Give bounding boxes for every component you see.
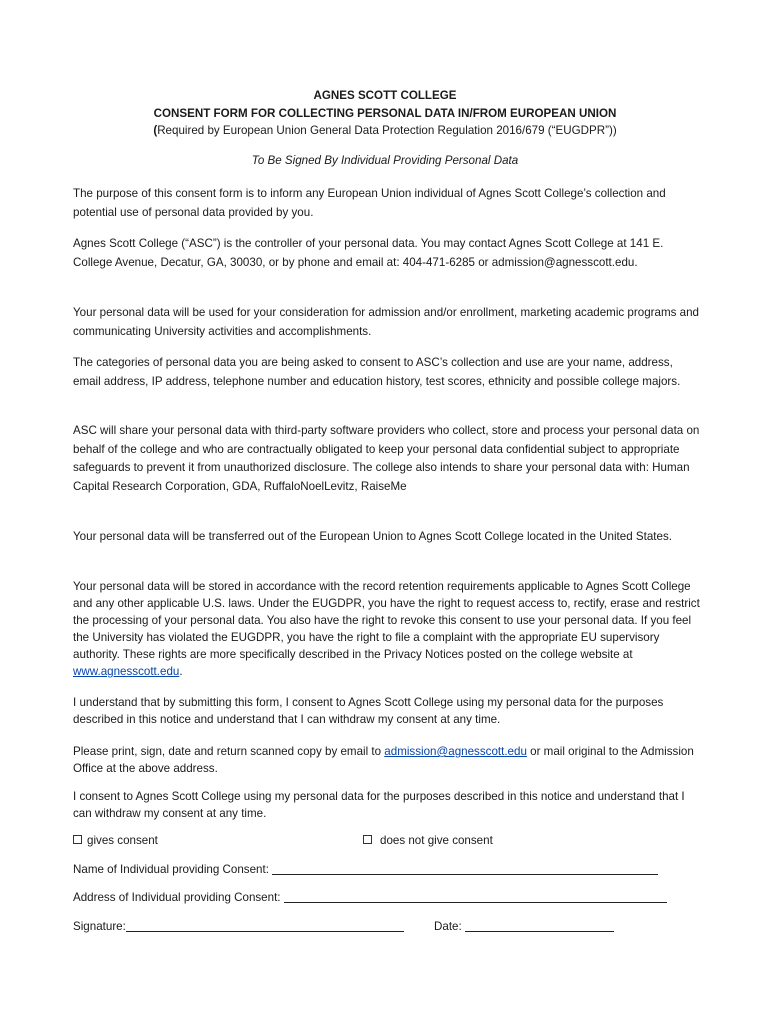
regulation-open-paren: ( xyxy=(153,124,158,137)
signature-field-row xyxy=(73,919,404,935)
date-label: Date: xyxy=(434,920,465,933)
name-line[interactable] xyxy=(272,863,658,875)
controller-paragraph: Agnes Scott College (“ASC”) is the controller of your personal data. You may contact Agnes Scott College at 141 E. College Avenue, Decatur, GA, 30030, or by phone and email at: 404-471-6285 or admission@agnesscott.edu. xyxy=(73,237,664,269)
usage-paragraph: Your personal data will be used for your consideration for admission and/or enrollment, marketing academic programs and communicating University activities and accomplishments. xyxy=(73,306,699,338)
understand-paragraph: I understand that by submitting this form, I consent to Agnes Scott College using my personal data for the purposes described in this notice and understand that I can withdraw my consent at any time. xyxy=(73,696,664,726)
name-field-row xyxy=(73,862,658,878)
email-link[interactable]: admission@agnesscott.edu xyxy=(384,745,527,758)
return-text: Please print, sign, date and return scanned copy by email to xyxy=(73,745,385,758)
address-field-row xyxy=(73,890,667,906)
gives-consent-label: gives consent xyxy=(87,834,158,847)
regulation-text: Required by European Union General Data Protection Regulation 2016/679 (“EUGDPR”)) xyxy=(157,124,617,137)
website-link[interactable]: www.agnesscott.edu xyxy=(73,665,180,678)
gives-consent-option[interactable] xyxy=(73,833,158,849)
return-text-2: or mail original to the Admission Office at the above address. xyxy=(73,745,694,775)
address-line[interactable] xyxy=(284,891,667,903)
regulation-note xyxy=(0,122,770,140)
third-party-paragraph: ASC will share your personal data with third-party software providers who collect, store and process your personal data on behalf of the college and who are contractually obligated to keep your personal data confidential subject to appropriate safeguards to prevent it from unauthorized disclosure. The college also intends to share your personal data with: Human Capital Research Corporation, GDA, RuffaloNoelLevitz, RaiseMe xyxy=(73,424,700,493)
retention-text: Your personal data will be stored in accordance with the record retention requirements applicable to Agnes Scott College and any other applicable U.S. laws. Under the EUGDPR, you have the right to request access to, rectify, erase and restrict the processing of your personal data. You also have the right to revoke this consent to use your personal data. If you feel the University has violated the EUGDPR, you have the right to file a complaint with the appropriate EU supervisory authority. These rights are more specifically described in the Privacy Notices posted on the college website at xyxy=(73,580,700,661)
document-header xyxy=(0,87,770,169)
form-title: CONSENT FORM FOR COLLECTING PERSONAL DATA IN/FROM EUROPEAN UNION xyxy=(153,106,617,120)
return-instructions xyxy=(73,743,701,777)
purpose-paragraph: The purpose of this consent form is to inform any European Union individual of Agnes Scott College’s collection and potential use of personal data provided by you. xyxy=(73,187,666,219)
signature-label: Signature: xyxy=(73,920,126,933)
transfer-paragraph: Your personal data will be transferred out of the European Union to Agnes Scott College located in the United States. xyxy=(73,530,672,543)
date-line[interactable] xyxy=(465,920,614,932)
date-field-row xyxy=(434,919,614,935)
signature-line[interactable] xyxy=(126,920,404,932)
consent-statement: I consent to Agnes Scott College using my personal data for the purposes described in this notice and understand that I can withdraw my consent at any time. xyxy=(73,790,685,820)
categories-paragraph: The categories of personal data you are being asked to consent to ASC’s collection and use are your name, address, email address, IP address, telephone number and education history, test scores, ethnicity and possible college majors. xyxy=(73,356,681,388)
not-give-consent-checkbox-icon[interactable] xyxy=(363,835,372,844)
retention-paragraph xyxy=(73,578,701,680)
signer-note: To Be Signed By Individual Providing Personal Data xyxy=(251,153,519,167)
not-give-consent-option[interactable] xyxy=(363,833,493,849)
address-label: Address of Individual providing Consent: xyxy=(73,891,284,904)
retention-period: . xyxy=(179,665,183,678)
college-name: AGNES SCOTT COLLEGE xyxy=(313,89,457,102)
gives-consent-checkbox-icon[interactable] xyxy=(73,835,82,844)
not-give-consent-label: does not give consent xyxy=(380,834,493,847)
name-label: Name of Individual providing Consent: xyxy=(73,863,273,876)
